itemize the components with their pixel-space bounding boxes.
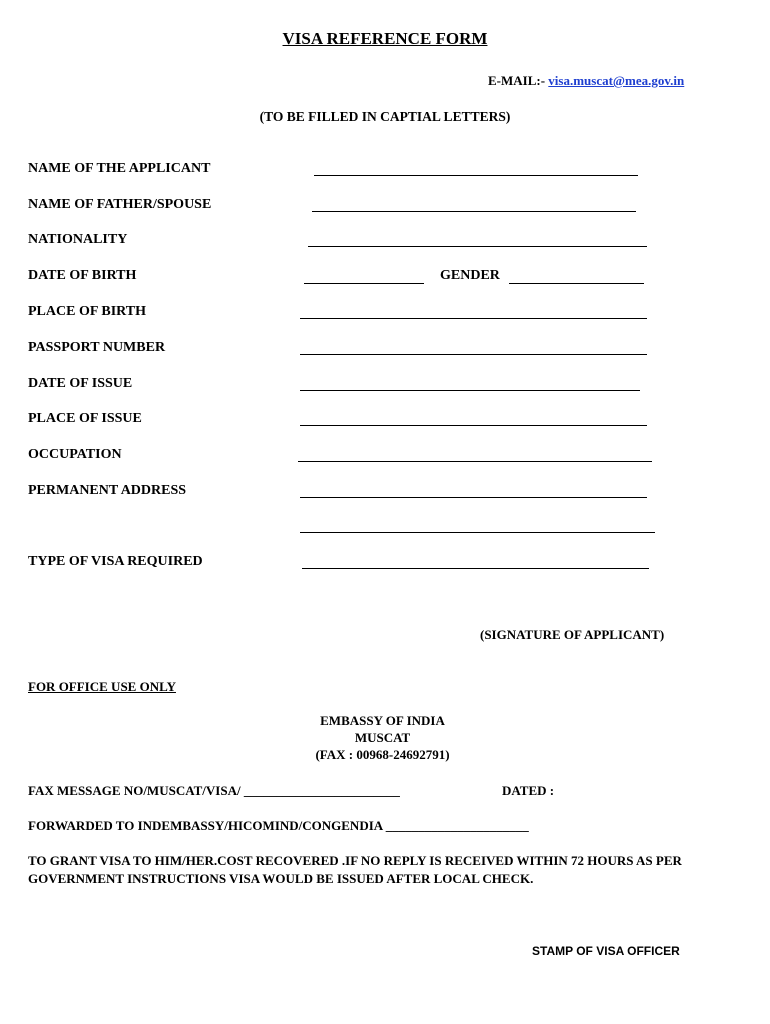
field-label-visa-type: TYPE OF VISA REQUIRED xyxy=(28,554,203,569)
gender-field[interactable] xyxy=(509,283,644,284)
field-label-place-of-birth: PLACE OF BIRTH xyxy=(28,304,147,319)
field-label-place-of-issue: PLACE OF ISSUE xyxy=(28,411,142,426)
embassy-city: MUSCAT xyxy=(354,730,411,745)
date-of-issue-field[interactable] xyxy=(300,390,640,391)
signature-label: (SIGNATURE OF APPLICANT) xyxy=(480,627,665,642)
email-label: E-MAIL:- xyxy=(488,73,546,88)
field-label-nationality: NATIONALITY xyxy=(28,232,128,247)
gender-label: GENDER xyxy=(440,268,500,283)
field-label-father-spouse: NAME OF FATHER/SPOUSE xyxy=(28,197,212,212)
passport-number-field[interactable] xyxy=(300,354,647,355)
date-of-birth-field[interactable] xyxy=(304,283,424,284)
fill-instruction: (TO BE FILLED IN CAPTIAL LETTERS) xyxy=(259,109,511,124)
visa-type-field[interactable] xyxy=(302,568,649,569)
place-of-issue-field[interactable] xyxy=(300,425,647,426)
email-line xyxy=(488,73,684,89)
field-label-date-of-birth: DATE OF BIRTH xyxy=(28,268,137,283)
place-of-birth-field[interactable] xyxy=(300,318,647,319)
fax-message-line: FAX MESSAGE NO/MUSCAT/VISA/ ________________________ xyxy=(28,783,400,798)
field-label-applicant-name: NAME OF THE APPLICANT xyxy=(28,161,211,176)
stamp-label: STAMP OF VISA OFFICER xyxy=(532,944,680,958)
field-label-permanent-address: PERMANENT ADDRESS xyxy=(28,483,187,498)
email-link[interactable]: visa.muscat@mea.gov.in xyxy=(548,73,685,88)
grant-instructions: TO GRANT VISA TO HIM/HER.COST RECOVERED .IF NO REPLY IS RECEIVED WITHIN 72 HOURS AS PER GOVERNMENT INSTRUCTIONS VISA WOULD BE ISSUED AFTER LOCAL CHECK. xyxy=(28,853,682,886)
permanent-address-field-2[interactable] xyxy=(300,532,655,533)
permanent-address-field-1[interactable] xyxy=(300,497,647,498)
field-label-date-of-issue: DATE OF ISSUE xyxy=(28,376,133,391)
form-title: VISA REFERENCE FORM xyxy=(282,29,488,48)
applicant-name-field[interactable] xyxy=(314,175,638,176)
father-spouse-field[interactable] xyxy=(312,211,636,212)
occupation-field[interactable] xyxy=(298,461,652,462)
dated-label: DATED : xyxy=(502,783,555,798)
nationality-field[interactable] xyxy=(308,246,647,247)
forwarded-line: FORWARDED TO INDEMBASSY/HICOMIND/CONGENDIA ______________________ xyxy=(28,818,529,833)
embassy-fax: (FAX : 00968-24692791) xyxy=(315,747,450,762)
embassy-name: EMBASSY OF INDIA xyxy=(320,713,445,728)
field-label-passport-number: PASSPORT NUMBER xyxy=(28,340,166,355)
field-label-occupation: OCCUPATION xyxy=(28,447,122,462)
office-use-heading: FOR OFFICE USE ONLY xyxy=(28,679,176,694)
